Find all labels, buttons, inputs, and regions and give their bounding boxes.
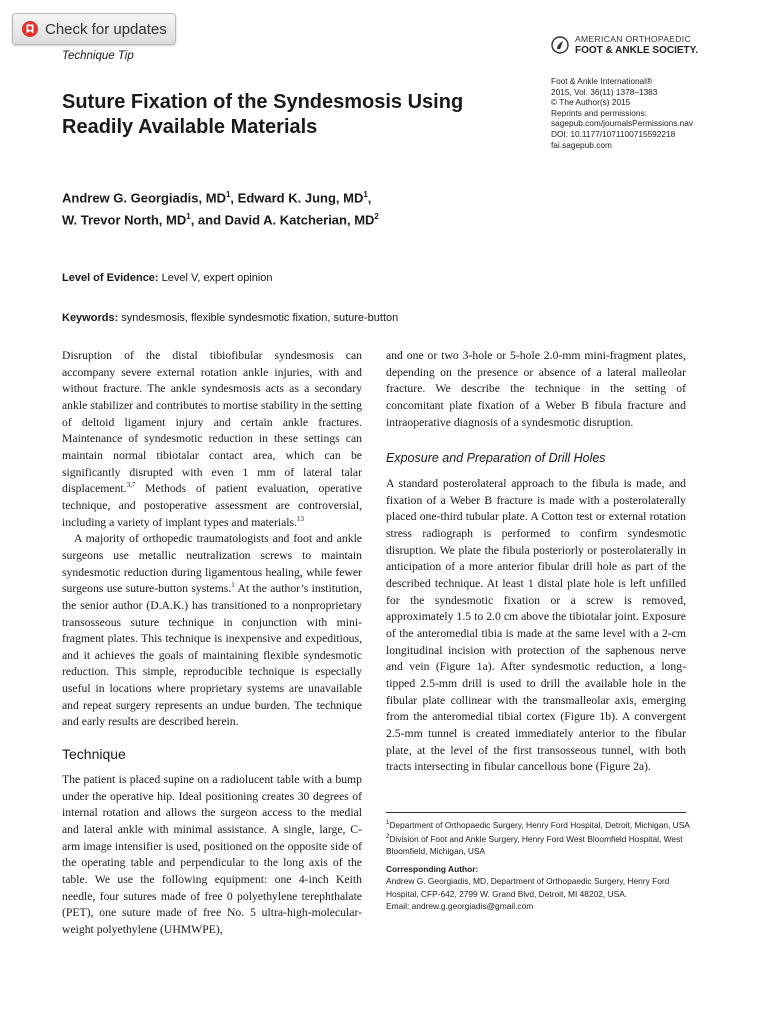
journal-site-link[interactable]: fai.sagepub.com — [551, 139, 612, 150]
author-name: David A. Katcherian, MD — [224, 212, 375, 228]
author-affiliation: 1 — [225, 190, 231, 199]
check-for-updates-button[interactable] — [12, 13, 176, 45]
check-for-updates-label: Check for updates — [45, 20, 167, 38]
keywords-value: syndesmosis, flexible syndesmotic fixation, suture-button — [118, 312, 399, 324]
article-title: Suture Fixation of the Syndesmosis Using Readily Available Materials — [62, 91, 464, 138]
journal-info — [551, 76, 751, 150]
paragraph: A standard posterolateral approach to the fibula is made, and fixation of a Weber B fracture is made with a posterolaterally placed one-third tubular plate. A Cotton test or external rotation stress radiograph is performed to confirm syndesmotic disruption. We plate the fibula posteriorly or posterolaterally in anticipation of a more anterior fibular drill hole as part of the described technique. At least 1 distal plate hole is left unfilled for the syndesmotic fixation or a screw is removed, approximately 1.5 to 2.0 cm above the tibiotalar joint. Exposure of the anteromedial tibia is made at the same level with a 2-cm longitudinal incision with protection of the saphenous nerve and vein (Figure 1a). After syndesmotic reduction, a long-tipped 2.5-mm drill is used to drill the available hole in the fibular plate collinear with the transmalleolar axis, emerging from the anteromedial tibial cortex (Figure 1b). A convergent 2.5-mm tunnel is created immediately anterior to the fibular plate, at the level of the first transosseous tunnel, with both tracts intersecting in fibular cancellous bone (Figure 2a). — [386, 477, 686, 774]
section-heading-technique: Technique — [62, 746, 126, 762]
journal-volume: 2015, Vol. 36(11) 1378–1383 — [551, 86, 658, 97]
body-column-left — [62, 348, 362, 731]
keywords — [62, 312, 398, 324]
footnote-divider — [386, 812, 686, 813]
paragraph: and one or two 3-hole or 5-hole 2.0-mm mini-fragment plates, depending on the presence or absence of a lateral malleolar fracture. We describe the technique in the setting of concomitant plate fixation of a Weber B fibula fracture and intraoperative diagnosis of a syndesmotic disruption. — [386, 349, 686, 429]
author-affiliation: 2 — [374, 212, 379, 222]
section-label: Technique Tip — [62, 50, 134, 62]
society-name-line1: AMERICAN ORTHOPAEDIC — [575, 34, 691, 44]
journal-permissions-link[interactable]: sagepub.com/journalsPermissions.nav — [551, 118, 694, 129]
journal-name: Foot & Ankle International® — [551, 76, 653, 86]
author-affiliation: 1 — [186, 212, 191, 222]
keywords-label: Keywords: — [62, 312, 119, 324]
journal-copyright: © The Author(s) 2015 — [551, 97, 631, 108]
citation[interactable]: 1 — [231, 581, 235, 590]
corresponding-author-address: Andrew G. Georgiadis, MD, Department of Orthopaedic Surgery, Henry Ford Hospital, CFP-642, 2799 W. Grand Blvd, Detroit, MI 48202, USA. — [386, 876, 670, 899]
citation[interactable]: 13 — [296, 514, 304, 523]
citation[interactable]: 3,7 — [126, 481, 136, 490]
affiliation-2: $^2$Division of Foot and Ankle Surgery, Henry Ford West Bloomfield Hospital, West Bloomfield, Michigan, USA — [386, 833, 683, 856]
body-column-right — [386, 348, 686, 431]
author-name: W. Trevor North, MD — [62, 212, 187, 228]
footnotes — [386, 817, 696, 912]
affiliation-1: $^1$Department of Orthopaedic Surgery, Henry Ford Hospital, Detroit, Michigan, USA — [386, 819, 690, 830]
corresponding-author-email[interactable]: Email: andrew.g.georgiadis@gmail.com — [386, 900, 534, 911]
check-updates-icon — [21, 20, 39, 38]
body-column-right-2 — [386, 476, 686, 776]
society-logo — [551, 33, 698, 57]
level-of-evidence — [62, 272, 273, 284]
author-name: Edward K. Jung, MD — [237, 190, 364, 206]
society-emblem-icon — [551, 36, 569, 54]
journal-reprints: Reprints and permissions: — [551, 107, 647, 118]
corresponding-author-label: Corresponding Author: — [386, 864, 479, 875]
author-affiliation: 1 — [363, 190, 368, 199]
author-list: Andrew G. Georgiadis, $MD^1$, Edward K. Jung, $MD^1$, W. Trevor North, $MD^1$, and David A. Katcherian, $MD^2$ — [62, 190, 379, 228]
paragraph: A majority of orthopedic traumatologists and foot and ankle surgeons use metallic neutralization screws to maintain syndesmotic reduction during ligamentous healing, while fewer surgeons use suture-button systems.$^1$ At the author’s institution, the senior author (D.A.K.) has transitioned to a nonproprietary transosseous suture technique in conjunction with mini-fragment plates. This technique is inexpensive and expeditious, and it achieves the goals of maintaining flexible syndesmotic reduction. This simple, reproducible technique is especially useful in locations where proprietary systems are unavailable and repeat surgery represents an undue burden. The technique and early results are described herein. — [62, 532, 362, 729]
level-of-evidence-value: Level V, expert opinion — [158, 272, 273, 284]
author-name: Andrew G. Georgiadis, MD — [62, 190, 226, 206]
level-of-evidence-label: Level of Evidence: — [62, 272, 159, 284]
society-name-line2: FOOT & ANKLE SOCIETY. — [575, 45, 698, 56]
paragraph: The patient is placed supine on a radiolucent table with a bump under the operative hip. Ideal positioning creates 30 degrees of internal rotation and allows the surgeon access to the medial and lateral ankle with minimal assistance. A single, large, C-arm image intensifier is used, positioned on the opposite side of the operating table and perpendicular to the long axis of the table. We use the following equipment: one 4-inch Keith needle, four sutures made of free 0 polyethylene terephthalate (PET), one suture made of free No. 5 ultra-high-molecular-weight polyethylene (UHMWPE), — [62, 773, 362, 936]
body-column-left-2 — [62, 772, 362, 939]
journal-doi[interactable]: DOI: 10.1177/1071100715592218 — [551, 128, 676, 139]
paragraph: Disruption of the distal tibiofibular syndesmosis can accompany severe external rotation ankle injuries, with and without fracture. The ankle syndesmosis acts as a secondary ankle stabilizer and contributes to mortise stability in the setting of deltoid ligament injury and certain ankle fractures. Maintenance of syndesmotic reduction in these settings can maintain normal tibiotalar contact area, which can be significantly disrupted with even 1 mm of lateral talar displacement.$^{3,7}$ Methods of patient evaluation, operative technique, and postoperative assessment are controversial, including a variety of implant types and materials.$^{13}$ — [62, 349, 362, 529]
subsection-heading-exposure: Exposure and Preparation of Drill Holes — [386, 451, 606, 465]
